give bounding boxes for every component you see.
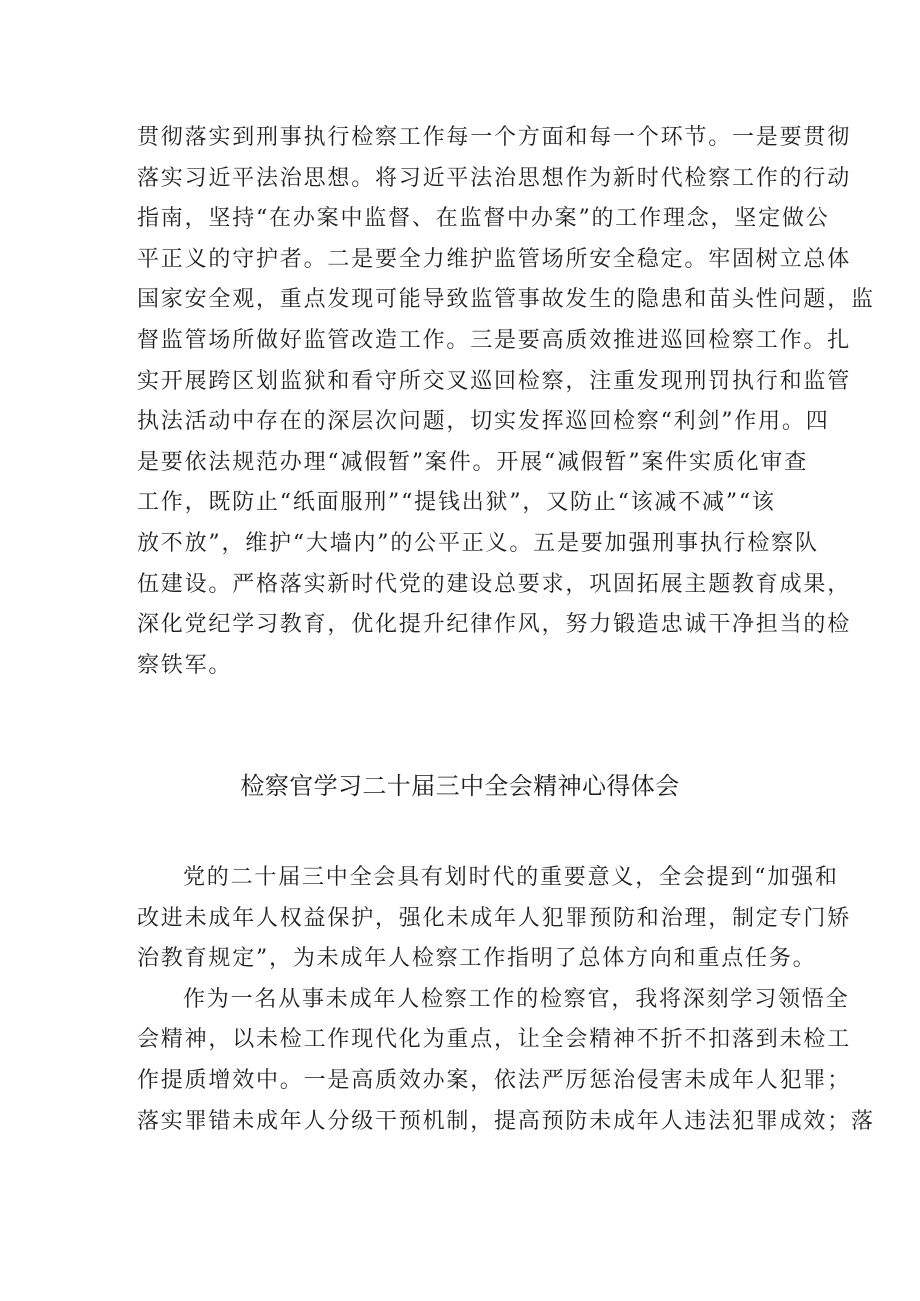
text-line: 执法活动中存在的深层次问题，切实发挥巡回检察“利剑”作用。四 xyxy=(137,409,830,435)
text-line: 实开展跨区划监狱和看守所交叉巡回检察，注重发现刑罚执行和监管 xyxy=(137,368,852,394)
text-line: 平正义的守护者。二是要全力维护监管场所安全稳定。牢固树立总体 xyxy=(137,246,852,272)
text-line: 国家安全观，重点发现可能导致监管事故发生的隐患和苗头性问题，监 xyxy=(137,287,875,313)
text-line: 作为一名从事未成年人检察工作的检察官，我将深刻学习领悟全 xyxy=(183,986,850,1012)
text-line: 伍建设。严格落实新时代党的建设总要求，巩固拓展主题教育成果， xyxy=(137,571,852,597)
top-paragraph xyxy=(137,118,875,686)
text-line: 察铁军。 xyxy=(137,652,233,678)
text-line: 是要依法规范办理“减假暂”案件。开展“减假暂”案件实质化审查 xyxy=(137,449,808,475)
text-line: 落实罪错未成年人分级干预机制，提高预防未成年人违法犯罪成效；落 xyxy=(137,1108,875,1134)
text-line: 督监管场所做好监管改造工作。三是要高质效推进巡回检察工作。扎 xyxy=(137,327,852,353)
text-line: 工作，既防止“纸面服刑”“提钱出狱”，又防止“该减不减”“该 xyxy=(137,490,776,516)
text-line: 放不放”，维护“大墙内”的公平正义。五是要加强刑事执行检察队 xyxy=(137,530,819,556)
text-line: 治教育规定”，为未成年人检察工作指明了总体方向和重点任务。 xyxy=(137,946,817,972)
text-line: 贯彻落实到刑事执行检察工作每一个方面和每一个环节。一是要贯彻 xyxy=(137,125,852,150)
text-line: 改进未成年人权益保护，强化未成年人犯罪预防和治理，制定专门矫 xyxy=(137,905,852,931)
text-line: 深化党纪学习教育，优化提升纪律作风，努力锻造忠诚干净担当的检 xyxy=(137,612,852,638)
text-line: 落实习近平法治思想。将习近平法治思想作为新时代检察工作的行动 xyxy=(137,165,852,191)
section-paragraphs xyxy=(137,858,875,1142)
section-title: 检察官学习二十届三中全会精神心得体会 xyxy=(240,772,680,800)
text-line: 党的二十届三中全会具有划时代的重要意义，全会提到“加强和 xyxy=(183,865,839,890)
text-line: 会精神，以未检工作现代化为重点，让全会精神不折不扣落到未检工 xyxy=(137,1027,852,1053)
text-line: 作提质增效中。一是高质效办案，依法严厉惩治侵害未成年人犯罪； xyxy=(137,1067,852,1093)
text-line: 指南，坚持“在办案中监督、在监督中办案”的工作理念，坚定做公 xyxy=(137,206,830,232)
